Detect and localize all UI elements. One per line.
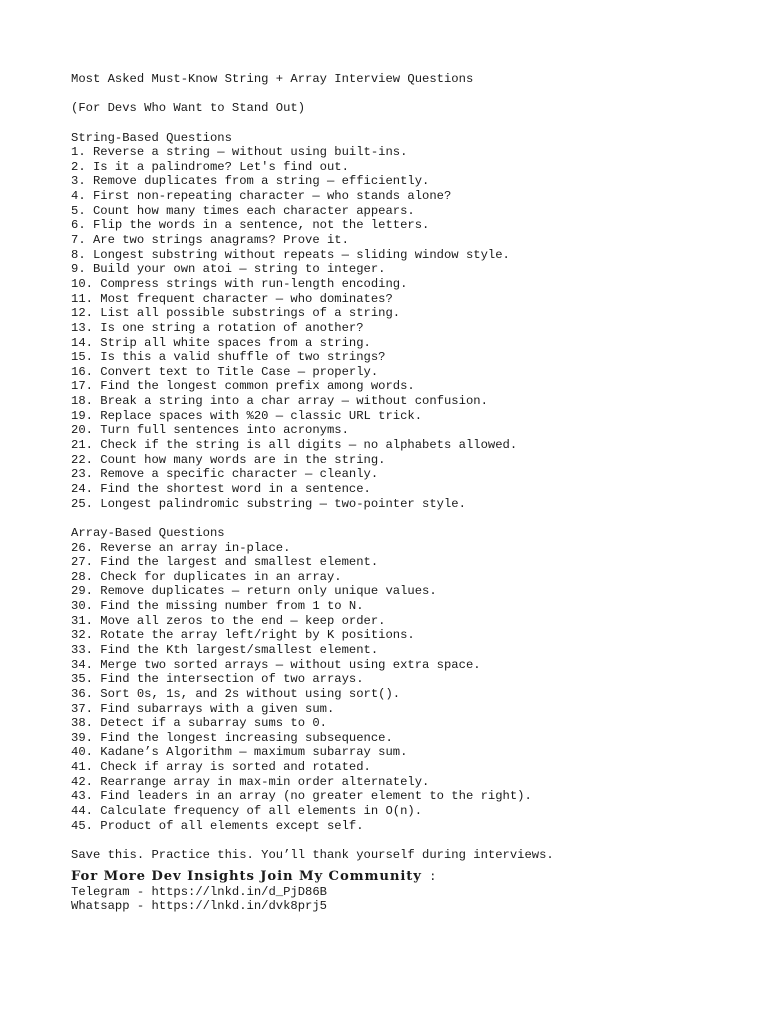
array-question-item: 32. Rotate the array left/right by K positions. (71, 628, 415, 643)
string-question-item: 24. Find the shortest word in a sentence. (71, 481, 371, 496)
closing-note: Save this. Practice this. You’ll thank yourself during interviews. (71, 847, 554, 862)
string-question-item: 25. Longest palindromic substring — two-pointer style. (71, 496, 466, 511)
string-question-item: 11. Most frequent character — who dominates? (71, 291, 393, 306)
string-question-item: 18. Break a string into a char array — without confusion. (71, 394, 488, 409)
string-question-item: 5. Count how many times each character appears. (71, 203, 415, 218)
array-question-item: 30. Find the missing number from 1 to N. (71, 599, 364, 614)
array-question-item: 35. Find the intersection of two arrays. (71, 672, 364, 687)
array-question-item: 38. Detect if a subarray sums to 0. (71, 716, 327, 731)
string-section-heading: String-Based Questions (71, 130, 232, 145)
community-colon: : (421, 869, 437, 884)
spacer (71, 833, 751, 848)
string-question-item: 13. Is one string a rotation of another? (71, 320, 364, 335)
community-heading (71, 868, 751, 885)
string-question-item: 8. Longest substring without repeats — sliding window style. (71, 247, 510, 262)
whatsapp-link[interactable]: Whatsapp - https://lnkd.in/dvk8prj5 (71, 899, 327, 914)
string-question-item: 23. Remove a specific character — cleanly. (71, 467, 379, 482)
string-question-item: 20. Turn full sentences into acronyms. (71, 423, 349, 438)
string-question-item: 14. Strip all white spaces from a string. (71, 335, 371, 350)
string-question-list (71, 145, 751, 511)
document-title: Most Asked Must-Know String + Array Interview Questions (71, 72, 474, 86)
array-question-item: 39. Find the longest increasing subsequence. (71, 730, 393, 745)
string-question-item: 1. Reverse a string — without using built-ins. (71, 145, 408, 160)
string-question-item: 19. Replace spaces with %20 — classic URL trick. (71, 408, 423, 423)
array-question-item: 36. Sort 0s, 1s, and 2s without using sort(). (71, 686, 401, 701)
array-question-item: 27. Find the largest and smallest element. (71, 555, 379, 570)
string-question-item: 16. Convert text to Title Case — properly. (71, 364, 379, 379)
array-question-item: 31. Move all zeros to the end — keep order. (71, 613, 386, 628)
spacer (71, 511, 751, 526)
string-question-item: 22. Count how many words are in the string. (71, 452, 386, 467)
string-question-item: 2. Is it a palindrome? Let's find out. (71, 159, 349, 174)
array-question-item: 40. Kadane’s Algorithm — maximum subarray sum. (71, 745, 408, 760)
string-question-item: 12. List all possible substrings of a string. (71, 306, 401, 321)
array-question-item: 43. Find leaders in an array (no greater element to the right). (71, 789, 532, 804)
string-question-item: 6. Flip the words in a sentence, not the letters. (71, 218, 430, 233)
document-page (71, 72, 751, 914)
document-subtitle: (For Devs Who Want to Stand Out) (71, 101, 306, 116)
community-title: For More Dev Insights Join My Community (71, 868, 422, 884)
array-question-item: 41. Check if array is sorted and rotated. (71, 760, 371, 775)
array-section-heading: Array-Based Questions (71, 525, 225, 540)
string-question-item: 9. Build your own atoi — string to integer. (71, 262, 386, 277)
string-question-item: 7. Are two strings anagrams? Prove it. (71, 233, 349, 248)
array-question-list (71, 541, 751, 834)
array-question-item: 29. Remove duplicates — return only unique values. (71, 584, 437, 599)
string-question-item: 3. Remove duplicates from a string — efficiently. (71, 174, 430, 189)
telegram-link[interactable]: Telegram - https://lnkd.in/d_PjD86B (71, 884, 327, 899)
string-question-item: 15. Is this a valid shuffle of two strings? (71, 350, 386, 365)
array-question-item: 28. Check for duplicates in an array. (71, 569, 342, 584)
spacer (71, 116, 751, 131)
string-question-item: 10. Compress strings with run-length encoding. (71, 276, 408, 291)
string-question-item: 17. Find the longest common prefix among words. (71, 379, 415, 394)
array-question-item: 45. Product of all elements except self. (71, 818, 364, 833)
array-question-item: 42. Rearrange array in max-min order alternately. (71, 774, 430, 789)
array-question-item: 34. Merge two sorted arrays — without using extra space. (71, 657, 481, 672)
array-question-item: 26. Reverse an array in-place. (71, 540, 291, 555)
string-question-item: 21. Check if the string is all digits — no alphabets allowed. (71, 438, 518, 453)
string-question-item: 4. First non-repeating character — who stands alone? (71, 189, 452, 204)
spacer (71, 87, 751, 102)
array-question-item: 44. Calculate frequency of all elements in O(n). (71, 804, 423, 819)
array-question-item: 37. Find subarrays with a given sum. (71, 701, 335, 716)
array-question-item: 33. Find the Kth largest/smallest element. (71, 642, 379, 657)
